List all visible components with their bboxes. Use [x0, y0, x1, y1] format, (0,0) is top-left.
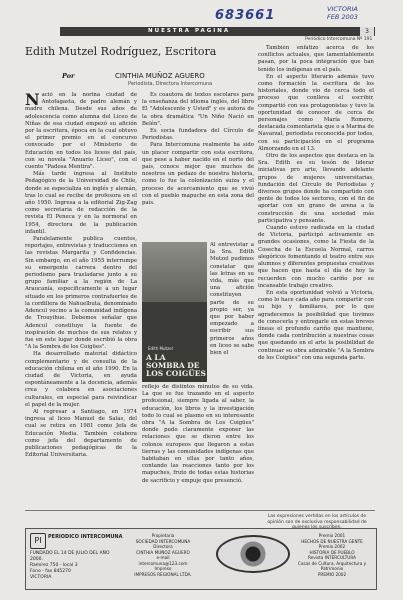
newspaper-name: PERIODICO INTERCOMUNA [48, 534, 123, 540]
founded-line: FUNDADO EL 14 DE JULIO DEL AÑO 2000. [30, 551, 110, 562]
article-column-3 [258, 45, 374, 505]
ownership-block [118, 533, 208, 577]
paragraph: Para Intercomuna realmente ha sido un placer compartir con esta escritora, que pese a haber nacido en el norte del país, conoce mejor que muchos de nosotros un pedazo de nuestra historia, como lo fue la colonización suiza y el proceso de acercamiento que se vivió con el pueblo mapuche en esta zona del país. [142, 142, 254, 207]
newspaper-logo-icon: PI [30, 533, 46, 549]
award-name: HISTORIA DE PUEBLO [309, 549, 355, 555]
director-label: Directora [153, 544, 173, 549]
owner-name: SOCIEDAD INTERCOMUNA [135, 538, 191, 544]
paragraph: Al regresar a Santiago, en 1974 ingresa al liceo Manuel de Salas, del cual se retira en 1981 como Jefa de Educación Media. También colabora como jefa del departamento de publicaciones pedagógicas de la Editorial Universitaria. [25, 408, 137, 459]
paragraph: También enfatizo acerca de los conflictos actuales, que lamentablemente pasan, por la poca integración que han tenido los indígenas en el país. [258, 45, 374, 73]
publication-details [30, 551, 110, 581]
page-number: 3 [360, 27, 374, 36]
paragraph: ació en la norina ciudad de Antofagasta, de padre alemán y madre chilena. Desde sus años de adolescencia como alumna del Liceo de Niñas de esa ciudad empezó su afición por la escritura, época en la cual obtuvo el primer premio en el concurso convocado por el Ministerio de Educación en todos los liceos del país, con su novela "Anuario Liceo", con el cuento "Padosa Mentira". [25, 92, 137, 171]
award-name: HECHOS DE NUESTRA GENTE [301, 538, 363, 544]
archive-annotation [327, 5, 358, 21]
eye-illustration-icon [216, 535, 290, 573]
annotation-line: VICTORIA [327, 5, 358, 13]
section-label: NUESTRA PAGINA [148, 28, 231, 34]
paragraph: Cuando estuvo radicada en la ciudad de Victoria, participó activamente en grandes ocasiones, como la Fiesta de la Cosecha de la Escuela Normal, carros alegóricos fomentando el teatro entre sus alumnos y diferentes propuestas creativas que hacen que hasta el día de hoy la recuerden con mucho cariño por su incansable trabajo creativo. [258, 225, 374, 289]
cover-author: Edith Mutzel [148, 346, 173, 351]
paragraph: En el aspecto literario además tuvo como formación la escritura de los historiales, donde vio de cerca todo el proceso que conlleva el escribir, compartió con sus protagonistas y tuvo la oportunidad de conocer de cerca de personajes como María Romero, destacada comentarista que o a Marina de Navarzal, periodista reconocida por todos, con su participación en el programa Almorzando en el 13. [258, 73, 374, 152]
article-column-2 [142, 92, 254, 240]
paragraph: reflejo de distintos minutos de su vida. La que se fue trazando en el aspecto profesional, siempre ligada al saber, la educación, los libros y la investigación todo lo cual se plasmo en su interesante obra "A la Sombra de Los Coigües" donde pudo claramente exponer las relaciones que se dieron entre los colonos europeos que llegaron a estas tierras y las comunidades indígenas que habitaban en ellas por tanto años, contando las reacciones tanto por los mapuches, fruto de todas estas historias de sacrificio y empuje que presenció. [142, 384, 254, 484]
paragraph: Otro de los aspectos que destaca en la Sra. Edith es su tesón de liderar iniciativas pro arte, llevando adelante grupos de mujeres universitarias, fundación del Círculo de Periodistas y diversos grupos donde ha compartido con gente de todos los sectores, con el fin de aportar con un grano de arena a la construcción de una sociedad más participativa y pensante. [258, 153, 374, 224]
drop-cap: N [25, 92, 40, 109]
footer-divider [25, 510, 375, 511]
book-cover-photo [142, 242, 207, 382]
award-year: PREMIO 2002 [317, 571, 347, 577]
award-org-detail: Casas de Cultura, Arquitectura y Patrimonio [297, 560, 367, 571]
byline-prefix: Por [62, 72, 75, 80]
awards-block [291, 533, 373, 577]
director-name: CINTHIA MUÑOZ AGUERO [136, 549, 190, 555]
byline-author: CINTHIA MUÑOZ AGUERO [115, 72, 205, 80]
issue-info: Periódico Intercomuna Nº 191 [305, 37, 373, 42]
award-year: Premio 2001 [318, 533, 346, 538]
article-column-1 [25, 92, 137, 507]
paragraph: Paralelamente publica cuentos, reportajes, entrevistas y traducciones en las revistas Margarita y Confidencias. Sin embargo, en el año 1955 interrumpe su emergente carrera dentro del periodismo para trasladarse junto a su grupo familiar a la región de La Araucanía, específicamente a un lugar situado en los primeros contrafuertes de la cordillera de Nahuelbuta, denominado Adencul vecino a la comunidad indígena de Trouyihue. Debemos señalar que Adencul constituye la fuente de inspiración de muchos de sus relatos y fue en este lugar donde escribió la obra "A la Sombra de los Coigües". [25, 236, 137, 351]
photo-side-text: Al entrevistar a la Sra. Edith Mutzel pudimos constatar que las letras en su vida, más que una afición constituyen parte de su propio ser, ya que por haber empezado a escribir sus primeros años en liceo se sabe bien el [210, 242, 254, 357]
award-org: Revista INTERCULTURA [308, 555, 356, 560]
paragraph: Es coautora de textos escolares para la enseñanza del idioma inglés, del libro El "Adolescente y Usted" y es autora de la obra dramática "Un Niño Nació en Belén". [142, 92, 254, 127]
city-line: VICTORIA [30, 575, 52, 580]
article-headline: Edith Mutzel Rodríguez, Escritora [25, 45, 217, 58]
paragraph: Es socia fundadora del Círculo de Periodistas. [142, 128, 254, 142]
opinion-disclaimer: Las expresiones vertidas en los artículos de opinión son de exclusiva responsabilidad de [267, 514, 367, 525]
article-column-2-continued [142, 384, 254, 504]
annotation-line: FEB 2003 [327, 13, 358, 21]
cover-title: A LA SOMBRA DE LOS COIGÜES [146, 353, 206, 378]
byline-role: Periodista, Directora Intercomuna [128, 81, 213, 87]
paragraph: Ha desarrollado material didáctico complementario y de consulta de la educación chilena en el año 1990. En la ciudad de Victoria, en ayuda espontáneamente a la docencia, además crea y colabora en asociaciones culturales, en especial para reivindicar el papel de la mujer. [25, 351, 137, 408]
email-label: e-mail [156, 555, 170, 560]
archive-stamp-number: 683661 [215, 8, 276, 23]
address-line: Ramírez 750 - local 3 [30, 563, 78, 568]
printer-label: Impreso [154, 566, 172, 571]
phone-line: Fono - fax 845270 [30, 569, 71, 574]
email-value: intercomuna@123.com [138, 560, 188, 566]
publication-footer [25, 528, 377, 590]
paragraph: En esta oportunidad volvió a Victoria, como lo hace cada año para compartir con su hijo y familiares, por lo que agradecemos la posibilidad que tuvimos de conocerla y entregarle en estas breves líneas el profundo cariño que mantiene, donde cada contribución a nuestras cosas que quedando en el arte la posibilidad de continuar su obra admirable "A la Sombra de los Coigües" con una segunda parte. [258, 289, 374, 361]
printer-name: IMPRESOS REGIONAL LTDA. [134, 571, 192, 577]
paragraph: Más tarde ingresa al Instituto Pedagógico de la Universidad de Chile, donde se especializa en inglés y alemán, tras lo cual se recibe de profesora en el año 1950. Ingresa a la editorial Zig-Zag como secretaria de redacción de la revista El Peneca y en la normoral en 1954, directora de la publicación infantil. [25, 171, 137, 235]
owner-label: Propietaria [151, 533, 175, 538]
award-year: Premio 2002 [318, 544, 346, 549]
